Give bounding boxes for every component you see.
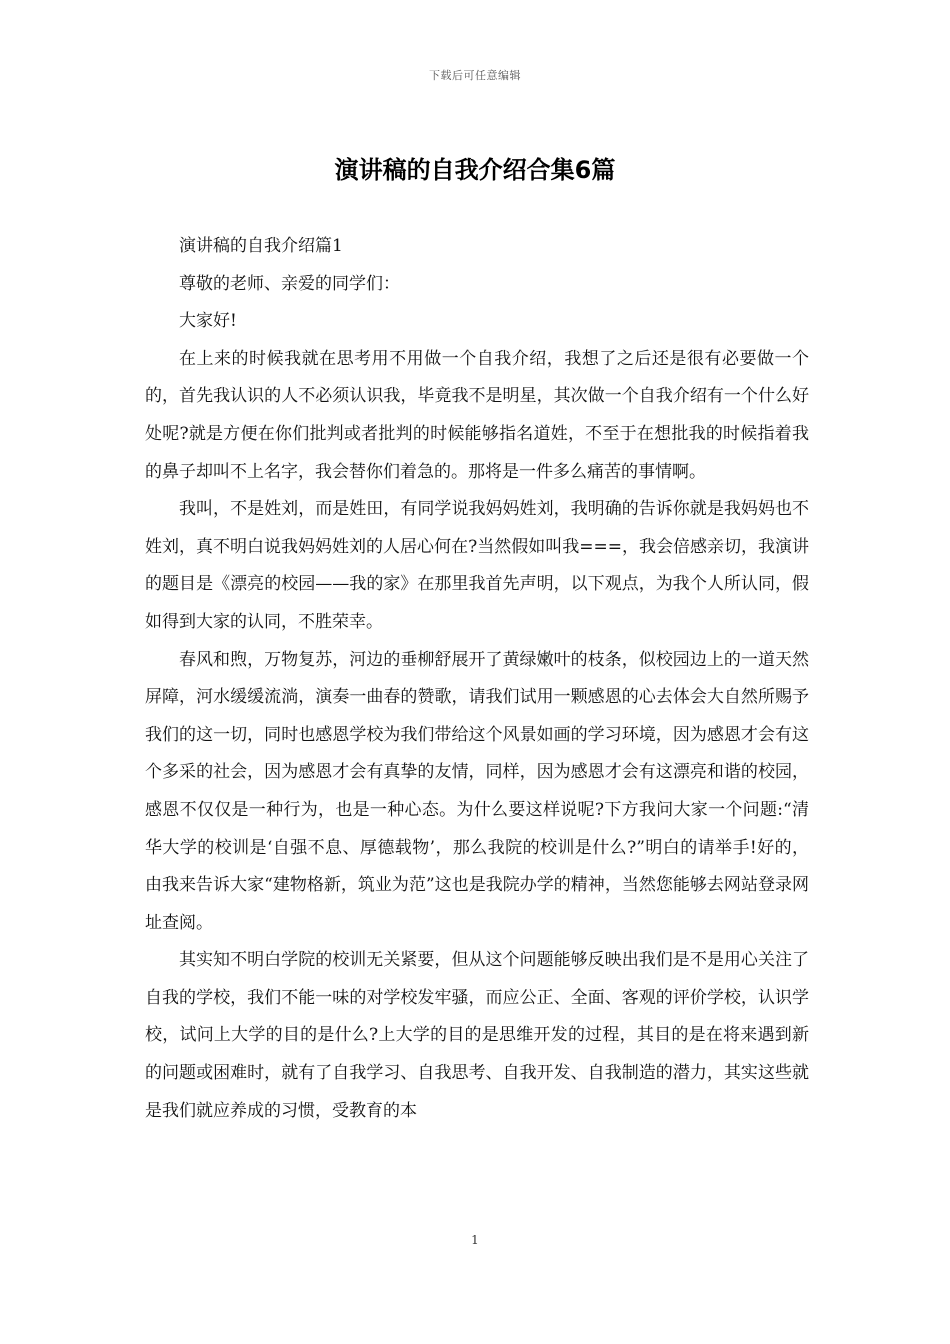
page-header-note: 下载后可任意编辑 (429, 69, 521, 82)
paragraph-motto: 其实知不明白学院的校训无关紧要，但从这个问题能够反映出我们是不是用心关注了自我的学校，我们不能一味的对学校发牢骚，而应公正、全面、客观的评价学校，认识学校，试问上大学的目的是什么?上大学的目的是思维开发的过程，其目的是在将来遇到新的问题或困难时，就有了自我学习、自我思考、自我开发、自我制造的潜力，其实这些就是我们就应养成的习惯，受教育的本 (145, 950, 809, 1121)
section-heading: 演讲稿的自我介绍篇1 (179, 236, 343, 256)
paragraph-name: 我叫，不是姓刘，而是姓田，有同学说我妈妈姓刘，我明确的告诉你就是我妈妈也不姓刘，真不明白说我妈妈姓刘的人居心何在?当然假如叫我===，我会倍感亲切，我演讲的题目是《漂亮的校园——我的家》在那里我首先声明，以下观点，为我个人所认同，假如得到大家的认同，不胜荣幸。 (145, 499, 809, 632)
document-body (145, 228, 809, 1130)
paragraph-campus: 春风和煦，万物复苏，河边的垂柳舒展开了黄绿嫩叶的枝条，似校园边上的一道天然屏障，河水缓缓流淌，演奏一曲春的赞歌，请我们试用一颗感恩的心去体会大自然所赐予我们的这一切，同时也感恩学校为我们带给这个风景如画的学习环境，因为感恩才会有这个多采的社会，因为感恩才会有真挚的友情，同样，因为感恩才会有这漂亮和谐的校园，感恩不仅仅是一种行为，也是一种心态。为什么要这样说呢?下方我问大家一个问题:“清华大学的校训是‘自强不息、厚德载物’，那么我院的校训是什么?”明白的请举手!好的，由我来告诉大家“建物格新，筑业为范”这也是我院办学的精神，当然您能够去网站登录网址查阅。 (145, 649, 809, 933)
salutation: 尊敬的老师、亲爱的同学们： (179, 273, 400, 294)
document-title: 演讲稿的自我介绍合集6篇 (334, 156, 616, 184)
paragraph-intro: 在上来的时候我就在思考用不用做一个自我介绍，我想了之后还是很有必要做一个的，首先我认识的人不必须认识我，毕竟我不是明星，其次做一个自我介绍有一个什么好处呢?就是方便在你们批判或者批判的时候能够指名道姓，不至于在想批我的时候指着我的鼻子却叫不上名字，我会替你们着急的。那将是一件多么痛苦的事情啊。 (145, 348, 809, 482)
page-number: 1 (471, 1233, 479, 1247)
greeting: 大家好! (179, 311, 237, 332)
